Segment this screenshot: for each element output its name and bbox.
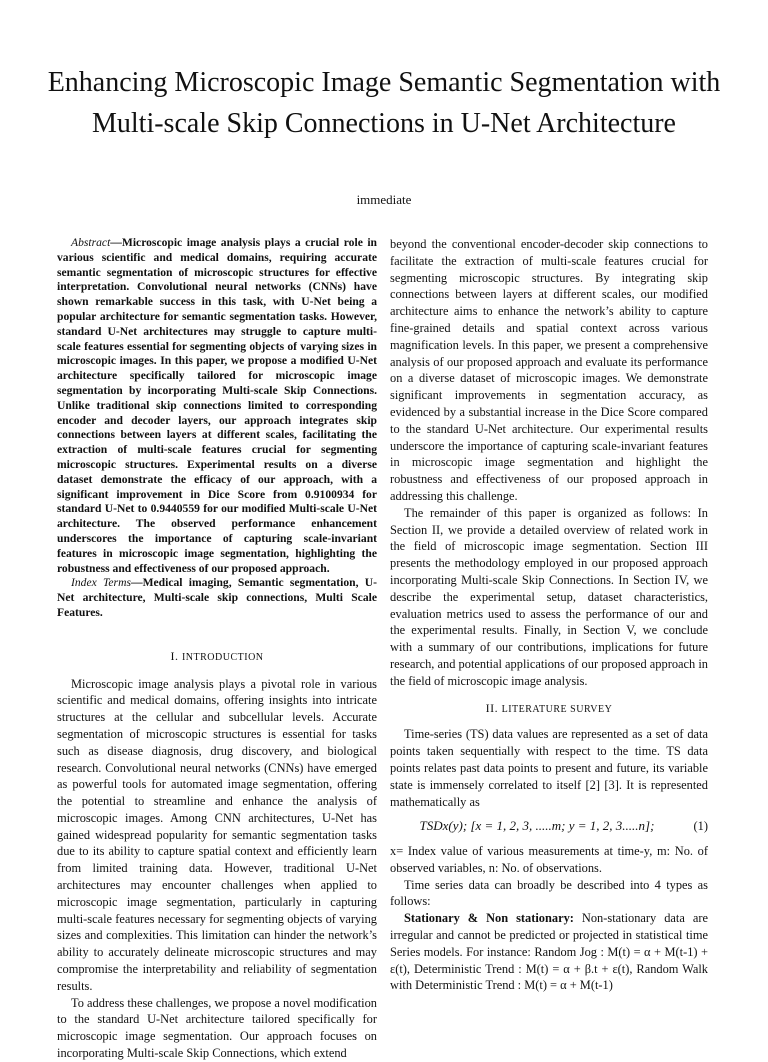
- abstract: [57, 236, 377, 576]
- intro-paragraph-2-text: To address these challenges, we propose a novel modification to the standard U-Net architecture tailored specifically for microscopic image segmentation. Our approach focuses on incorporating Multi-scale Skip Connections, which extend: [57, 995, 377, 1061]
- literature-paragraph-2: x= Index value of various measurements at time-y, m: No. of observed variables, n: No. of observations.: [390, 844, 708, 875]
- intro-paragraph-3: The remainder of this paper is organized as follows: In Section II, we provide a detailed overview of related work in the field of microscopic image segmentation. Section III presents the methodology employed in our proposed approach incorporating Multi-scale Skip Connections. In Section IV, we describe the experimental setup, dataset characteristics, evaluation metrics used to assess the performance of our and the experimental results. Finally, in Section V, we conclude with a summary of our contributions, implications for future research, and potential applications of our proposed approach in the field of microscopic image analysis.: [390, 505, 708, 688]
- index-terms-text: —Medical imaging, Semantic segmentation, U-Net architecture, Multi-scale skip connections, Multi Scale Features.: [57, 576, 377, 619]
- paper-title: Enhancing Microscopic Image Semantic Segmentation with Multi-scale Skip Connections in U-Net Architecture: [47, 67, 721, 139]
- section-title: LITERATURE SURVEY: [501, 703, 613, 715]
- stationary-text: Non-stationary data are irregular and cannot be predicted or projected in statistical time Series models. For instance: Random Jog : M(t) = α + M(t-1) + ε(t), Deterministic Trend : M(t) = α + β.t + ε(t), Random Walk with Deterministic Trend : M(t) = α + M(t-1): [390, 911, 708, 993]
- index-terms: [57, 576, 377, 620]
- section-title: INTRODUCTION: [181, 651, 264, 663]
- equation-1: [390, 818, 708, 835]
- section-number: II.: [485, 700, 499, 715]
- index-terms-label: Index Terms: [71, 576, 131, 590]
- literature-paragraph-4: [390, 910, 708, 994]
- intro-paragraph-2-start: [57, 995, 377, 1062]
- intro-paragraph-2-continued-text: beyond the conventional encoder-decoder skip connections to facilitate the extraction of multi-scale features crucial for segmenting microscopic structures. By integrating skip connections between layers at different scales, our modified architecture aims to enhance the network’s ability to capture fine-grained details and spatial context across various magnification levels. In this paper, we present a comprehensive analysis of our proposed approach and evaluate its performance on a diverse dataset of microscopic images. We demonstrate significant improvements in segmentation accuracy, as evidenced by a substantial increase in the Dice Score compared to the standard U-Net architecture. Our experimental results underscore the importance of capturing scale-invariant features in microscopic image segmentation and highlight the robustness and effectiveness of our proposed approach in addressing this challenge.: [390, 237, 708, 503]
- intro-paragraph-2-continued: [390, 236, 708, 505]
- section-number: I.: [170, 648, 179, 663]
- left-column: [57, 236, 377, 1062]
- abstract-text: —Microscopic image analysis plays a crucial role in various scientific and medical domains, requiring accurate semantic segmentation of microscopic structures for effective interpretation. Convolutional neural networks (CNNs) have shown remarkable success in this task, with U-Net being a popular architecture for semantic segmentation tasks. However, standard U-Net architectures may struggle to capture multi-scale features essential for segmenting objects of varying sizes in microscopic images. In this paper, we propose a modified U-Net architecture specifically tailored for microscopic image segmentation by incorporating Multi-scale Skip Connections. Unlike traditional skip connections limited to corresponding encoder and decoder layers, our approach integrates skip connections between layers at different scales, facilitating the extraction of multi-scale features crucial for segmenting microscopic structures. Experimental results on a diverse dataset demonstrate the efficacy of our approach, with a significant improvement in Dice Score from 0.9100934 for standard U-Net to 0.9440559 for our modified Multi-scale U-Net architecture. The observed performance enhancement underscores the importance of capturing scale-invariant features in microscopic image segmentation, highlighting the robustness and effectiveness of our proposed approach.: [57, 236, 377, 575]
- paper-author: immediate: [356, 192, 412, 207]
- literature-paragraph-1: Time-series (TS) data values are represented as a set of data points taken sequentially with respect to the time. TS data points relates past data points to present and future, its variable state is immensely correlated to itself [2] [3]. It is represented mathematically as: [390, 727, 708, 809]
- section-heading-introduction: [57, 648, 377, 667]
- right-column: [390, 236, 708, 994]
- section-heading-literature-survey: [390, 700, 708, 719]
- intro-paragraph-1: Microscopic image analysis plays a pivotal role in various scientific and medical domains, offering insights into intricate structures at the cellular and subcellular levels. Accurate segmentation of microscopic structures is essential for tasks such as disease diagnosis, drug discovery, and biological research. Convolutional neural networks (CNNs) have emerged as powerful tools for automated image segmentation, offering the potential to streamline and enhance the analysis of microscopic images. Among CNN architectures, U-Net has gained widespread popularity for semantic segmentation tasks due to its ability to capture spatial context and efficiently learn from limited training data. However, traditional U-Net architectures may encounter challenges when applied to microscopic image segmentation, particularly in capturing multi-scale features necessary for segmenting objects of varying sizes and complexities. This limitation can hinder the network’s ability to accurately delineate microscopic structures and may compromise the interpretability and reliability of segmentation results.: [57, 676, 377, 993]
- abstract-label: Abstract: [71, 236, 111, 249]
- stationary-label: Stationary & Non stationary:: [404, 911, 574, 926]
- literature-paragraph-3: Time series data can broadly be described into 4 types as follows:: [390, 877, 708, 909]
- equation-formula: TSDx(y); [x = 1, 2, 3, .....m; y = 1, 2, 3.....n];: [419, 818, 655, 834]
- equation-number: (1): [693, 819, 708, 834]
